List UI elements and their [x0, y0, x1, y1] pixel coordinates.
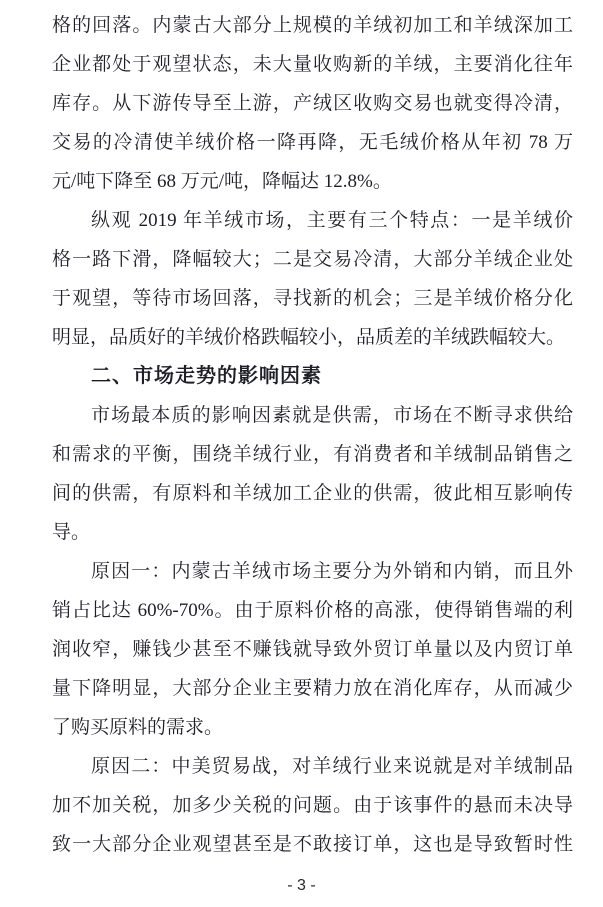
text-line: 间的供需，有原料和羊绒加工企业的供需，彼此相互影响传: [52, 483, 573, 504]
text-line: 库存。从下游传导至上游，产绒区收购交易也就变得冷清，: [52, 93, 573, 114]
paragraph: [52, 6, 573, 201]
text-line: 原因二：中美贸易战，对羊绒行业来说就是对羊绒制品: [91, 756, 573, 777]
text-line: 原因一：内蒙古羊绒市场主要分为外销和内销，而且外: [91, 561, 573, 582]
text-line: 格一路下滑，降幅较大；二是交易冷清，大部分羊绒企业处: [52, 249, 573, 270]
text-line: 润收窄，赚钱少甚至不赚钱就导致外贸订单量以及内贸订单: [52, 639, 573, 660]
text-line: 元/吨下降至 68 万元/吨，降幅达 12.8%。: [52, 171, 392, 192]
text-line: 致一大部分企业观望甚至是不敢接订单，这也是导致暂时性: [52, 834, 573, 855]
paragraph: [52, 747, 573, 864]
text-line: 于观望，等待市场回落，寻找新的机会；三是羊绒价格分化: [52, 288, 573, 309]
paragraph: [52, 396, 573, 552]
text-line: 量下降明显，大部分企业主要精力放在消化库存，从而减少: [52, 678, 573, 699]
text-line: 明显，品质好的羊绒价格跌幅较小，品质差的羊绒跌幅较大。: [52, 327, 566, 348]
section-heading: [52, 357, 573, 396]
page-number: - 3 -: [287, 877, 316, 894]
paragraph: [52, 552, 573, 747]
text-line: 和需求的平衡，围绕羊绒行业，有消费者和羊绒制品销售之: [52, 444, 573, 465]
text-line: 企业都处于观望状态，未大量收购新的羊绒，主要消化往年: [52, 54, 573, 75]
document-content: [52, 6, 573, 864]
text-line: 销占比达 60%-70%。由于原料价格的高涨，使得销售端的利: [52, 600, 573, 621]
text-line: 市场最本质的影响因素就是供需，市场在不断寻求供给: [91, 405, 573, 426]
text-line: 格的回落。内蒙古大部分上规模的羊绒初加工和羊绒深加工: [52, 15, 573, 36]
text-line: 交易的冷清使羊绒价格一降再降，无毛绒价格从年初 78 万: [52, 132, 573, 153]
text-line: 纵观 2019 年羊绒市场，主要有三个特点：一是羊绒价: [91, 210, 573, 231]
text-line: 导。: [52, 522, 91, 543]
text-line: 加不加关税，加多少关税的问题。由于该事件的悬而未决导: [52, 795, 573, 816]
text-line: 了购买原料的需求。: [52, 717, 224, 738]
paragraph: [52, 201, 573, 357]
heading-line: 二、市场走势的影响因素: [91, 365, 322, 387]
